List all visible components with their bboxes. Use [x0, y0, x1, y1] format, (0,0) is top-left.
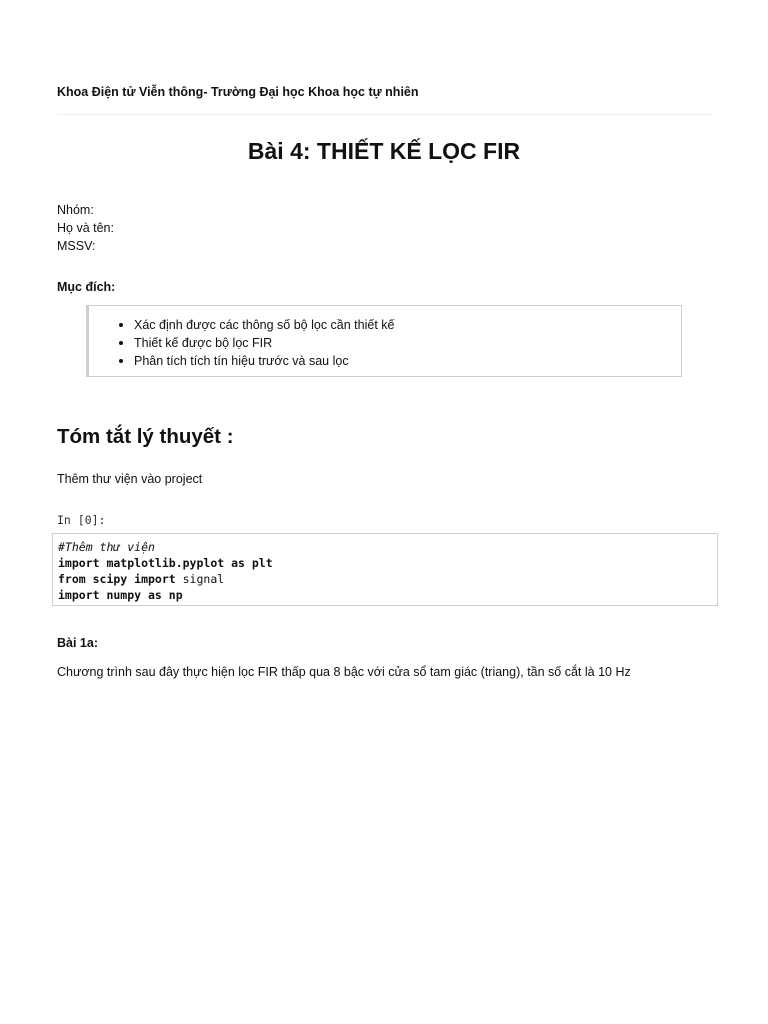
bullet-icon	[119, 341, 123, 345]
purpose-list	[119, 316, 394, 370]
code-comment: #Thêm thư viện	[58, 540, 155, 554]
code-line-import-numpy: import numpy as np	[58, 588, 183, 602]
purpose-item	[119, 334, 394, 352]
code-line-signal: signal	[175, 572, 225, 586]
purpose-item-text: Phân tích tích tín hiệu trước và sau lọc	[134, 354, 349, 368]
code-cell[interactable]	[52, 533, 718, 606]
bullet-icon	[119, 359, 123, 363]
code-content	[58, 539, 273, 603]
group-label: Nhóm:	[57, 203, 94, 217]
student-info	[57, 201, 114, 255]
bullet-icon	[119, 323, 123, 327]
theory-intro: Thêm thư viện vào project	[57, 472, 203, 486]
purpose-item-text: Thiết kế được bộ lọc FIR	[134, 336, 273, 350]
page-title: Bài 4: THIẾT KẾ LỌC FIR	[247, 138, 521, 164]
code-line-import-matplotlib: import matplotlib.pyplot as plt	[58, 556, 273, 570]
institution-header: Khoa Điện tử Viễn thông- Trường Đại học Khoa học tự nhiên	[57, 85, 419, 99]
purpose-box	[86, 305, 682, 377]
exercise-description: Chương trình sau đây thực hiện lọc FIR thấp qua 8 bậc với cửa sổ tam giác (triang), tần số cắt là 10 Hz	[57, 665, 631, 679]
purpose-item-text: Xác định được các thông số bộ lọc cần thiết kế	[134, 318, 395, 332]
name-label: Họ và tên:	[57, 221, 114, 235]
code-line-from-scipy: from scipy import	[58, 572, 176, 586]
header-divider	[57, 114, 712, 115]
purpose-heading: Mục đích:	[57, 280, 116, 294]
cell-prompt: In [0]:	[57, 513, 106, 527]
student-id-label: MSSV:	[57, 239, 96, 253]
purpose-item	[119, 316, 394, 334]
purpose-item	[119, 352, 394, 370]
exercise-heading: Bài 1a:	[57, 636, 98, 650]
theory-heading: Tóm tắt lý thuyết :	[57, 425, 234, 448]
